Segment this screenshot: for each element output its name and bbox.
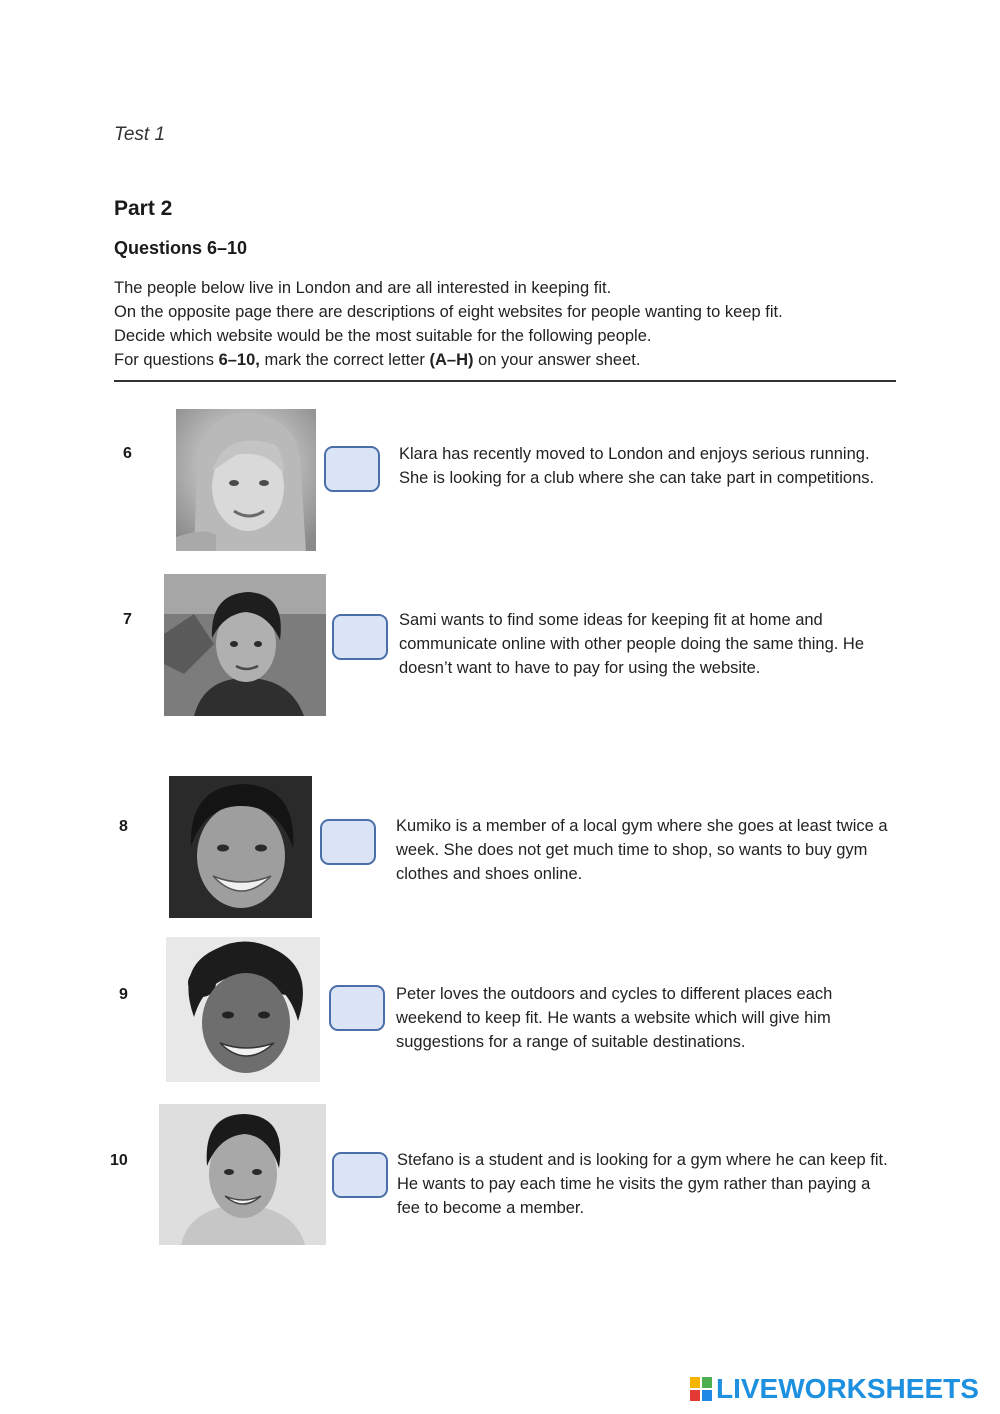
instruction-line-1: The people below live in London and are all interested in keeping fit. <box>114 279 612 297</box>
instruction-text: For questions <box>114 351 219 369</box>
girl-portrait-photo <box>169 776 312 918</box>
question-number: 9 <box>119 986 128 1003</box>
liveworksheets-logo <box>690 1374 979 1404</box>
answer-box[interactable] <box>324 446 380 492</box>
question-number: 7 <box>123 611 132 628</box>
instructions <box>114 276 904 372</box>
question-description: Kumiko is a member of a local gym where she goes at least twice a week. She does not get much time to shop, so wants to buy gym clothes and shoes online. <box>396 817 888 883</box>
instruction-line-2: On the opposite page there are descriptions of eight websites for people wanting to keep fit. <box>114 303 783 321</box>
question-description: Sami wants to find some ideas for keeping fit at home and communicate online with other people doing the same thing. He doesn’t want to have to pay for using the website. <box>399 611 865 677</box>
answer-box[interactable] <box>329 985 385 1031</box>
instruction-line-4 <box>114 348 904 372</box>
liveworksheets-logo-text: LIVEWORKSHEETS <box>716 1373 979 1404</box>
question-number: 6 <box>123 445 132 462</box>
question-description: Stefano is a student and is looking for a gym where he can keep fit. He wants to pay each time he visits the gym rather than paying a fee to become a member. <box>397 1151 888 1217</box>
man-portrait-photo <box>166 937 320 1082</box>
question-description: Peter loves the outdoors and cycles to different places each weekend to keep fit. He wants a website which will give him suggestions for a range of suitable destinations. <box>396 985 833 1051</box>
instruction-letter-range: (A–H) <box>429 351 474 369</box>
answer-box[interactable] <box>332 614 388 660</box>
part-title: Part 2 <box>114 197 173 220</box>
instruction-text: on your answer sheet. <box>473 351 641 369</box>
liveworksheets-logo-icon <box>690 1377 712 1401</box>
boy-portrait-photo <box>164 574 326 716</box>
question-description: Klara has recently moved to London and enjoys serious running. She is looking for a club where she can take part in competitions. <box>399 445 875 487</box>
girl-portrait-photo <box>176 409 316 551</box>
question-number: 8 <box>119 818 128 835</box>
instruction-line-3: Decide which website would be the most suitable for the following people. <box>114 327 652 345</box>
answer-box[interactable] <box>320 819 376 865</box>
instruction-text: mark the correct letter <box>259 351 430 369</box>
test-label: Test 1 <box>114 124 166 145</box>
answer-box[interactable] <box>332 1152 388 1198</box>
question-number: 10 <box>110 1152 128 1169</box>
instruction-question-range: 6–10, <box>218 351 260 369</box>
boy-portrait-photo <box>159 1104 326 1245</box>
questions-title: Questions 6–10 <box>114 238 248 258</box>
divider <box>114 380 896 382</box>
